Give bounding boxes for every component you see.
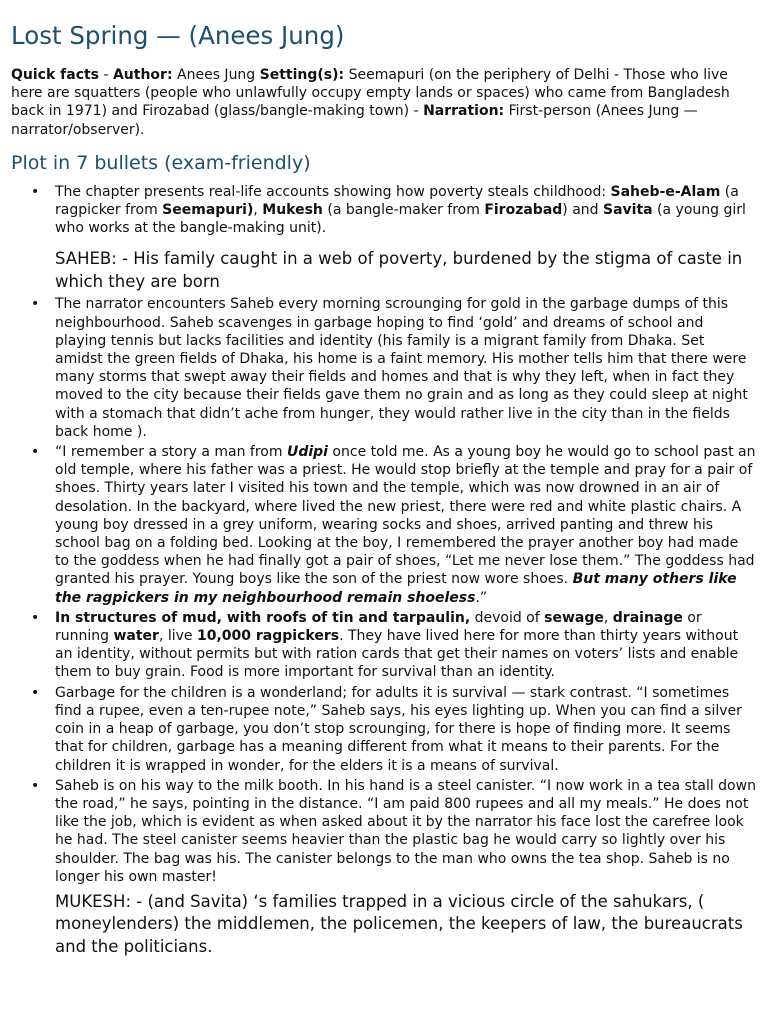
text-bold: Mukesh (262, 202, 323, 219)
text-bold: 10,000 ragpickers (197, 628, 340, 645)
text-run: .” (475, 589, 488, 606)
text-bold: Saheb-e-Alam (610, 183, 721, 200)
bullet-text: Garbage for the children is a wonderland; for adults it is survival — stark contrast. “I sometimes find a rupee, even a ten-rupee note,” Saheb says, his eyes lighting up. When you can find a silver coin in a heap of garbage, you don’t stop scrounging, for there is hope of finding more. It seems that for children, garbage has a meaning different from what it means to their parents. For the children it is wrapped in wonder, for the elders it is a means of survival. (55, 684, 742, 774)
bullet-text (55, 610, 738, 681)
text-bold-italic: But many others like the ragpickers in my neighbourhood remain shoeless (55, 571, 737, 606)
mukesh-subheading: MUKESH: - (and Savita) ‘s families trapped in a vicious circle of the sahukars, ( moneylenders) the middlemen, the policemen, the keepers of law, the bureaucrats and the politicians. (55, 891, 743, 956)
setting-value: Seemapuri (on the periphery of Delhi - Those who live here are squatters (people who unlawfully occupy empty lands or spaces) who came from Bangladesh back in 1971) and Firozabad (glass/bangle-making town) - (11, 67, 730, 120)
text-run: devoid of (470, 609, 545, 626)
bullet-marker: • (31, 183, 40, 200)
text-bold: water (113, 628, 159, 645)
bullet-marker: • (31, 684, 40, 701)
text-run: , live (158, 628, 197, 645)
text-run: , (603, 609, 613, 626)
bullet-text (55, 444, 755, 606)
text-bold: sewage (544, 609, 604, 626)
quick-facts-label: Quick facts (11, 67, 100, 83)
text-run: , (253, 202, 263, 219)
quick-facts-separator: - (99, 67, 113, 83)
bullet-marker: • (31, 609, 40, 626)
text-run: (a bangle-maker from (322, 202, 485, 219)
text-run: once told me. As a young boy he would go to school past an old temple, where his father was a priest. He would stop briefly at the temple and pray for a pair of shoes. Thirty years later I visited his town and the temple, which was now drowned in an air of desolation. In the backyard, where lived the new priest, there were red and white plastic chairs. A young boy dressed in a grey uniform, wearing socks and shoes, arrived panting and threw his school bag on a folding bed. Looking at the boy, I remembered the prayer another boy had made to the goddess when he had finally got a pair of shoes, “Let me never lose them.” The goddess had granted his prayer. Young boys like the son of the priest now wore shoes. (55, 444, 756, 588)
text-run: “I remember a story a man from (55, 444, 287, 461)
plot-bullet-list (11, 183, 756, 959)
bullet-marker: • (31, 777, 40, 794)
author-value: Anees Jung (172, 67, 260, 83)
bullet-text: The narrator encounters Saheb every morning scrounging for gold in the garbage dumps of this neighbourhood. Saheb scavenges in garbage hoping to find ‘gold’ and dreams of school and playing tennis but lacks facilities and identity (his family is a migrant family from Dhaka. Set amidst the green fields of Dhaka, his home is a faint memory. His mother tells him that there were many storms that swept away their fields and homes and that is why they left, when in fact they moved to the city because their fields gave them no grain and as long as they could sleep at night with a stomach that didn’t ache from hunger, they would rather live in the city than in the fields back home ). (55, 296, 748, 440)
section-heading: Plot in 7 bullets (exam-friendly) (11, 151, 311, 174)
text-run: (a ragpicker from (55, 183, 739, 219)
text-bold-italic: Udipi (286, 444, 328, 461)
list-item (11, 684, 756, 775)
author-label: Author: (112, 67, 173, 83)
saheb-subheading: SAHEB: - His family caught in a web of poverty, burdened by the stigma of caste in which they are born (55, 249, 743, 291)
list-item (11, 183, 756, 294)
bullet-text (55, 184, 746, 236)
list-item (11, 609, 756, 682)
bullet-marker: • (31, 296, 40, 313)
text-run: ) and (562, 202, 603, 219)
quick-facts (11, 66, 756, 139)
text-bold: In structures of mud, with roofs of tin and tarpaulin, (55, 609, 471, 626)
text-bold: drainage (612, 609, 683, 626)
page-title: Lost Spring — (Anees Jung) (11, 21, 345, 50)
narration-value: First-person (Anees Jung — narrator/observer). (11, 103, 698, 138)
list-item (11, 443, 756, 607)
text-run: (a young girl who works at the bangle-making unit). (55, 202, 746, 237)
text-bold: Seemapuri) (162, 202, 254, 219)
text-run: or running (55, 609, 702, 645)
bullet-text: Saheb is on his way to the milk booth. In his hand is a steel canister. “I now work in a tea stall down the road,” he says, pointing in the distance. “I am paid 800 rupees and all my meals.” He does not like the job, which is evident as when asked about it by the narrator his face lost the carefree look he had. The steel canister seems heavier than the plastic bag he would carry so lightly over his shoulder. The bag was his. The canister belongs to the man who owns the tea shop. Saheb is no longer his own master! (55, 777, 756, 885)
text-run: . They have lived here for more than thirty years without an identity, without permits but with ration cards that get their names on voters’ lists and enable them to buy grain. Food is more important for survival than an identity. (55, 628, 739, 681)
text-bold: Savita (603, 202, 653, 219)
text-bold: Firozabad (484, 202, 563, 219)
list-item (11, 777, 756, 959)
setting-label: Setting(s): (259, 67, 345, 83)
narration-label: Narration: (423, 103, 505, 120)
list-item (11, 295, 756, 441)
text-run: The chapter presents real-life accounts showing how poverty steals childhood: (55, 183, 611, 200)
bullet-marker: • (31, 444, 40, 461)
